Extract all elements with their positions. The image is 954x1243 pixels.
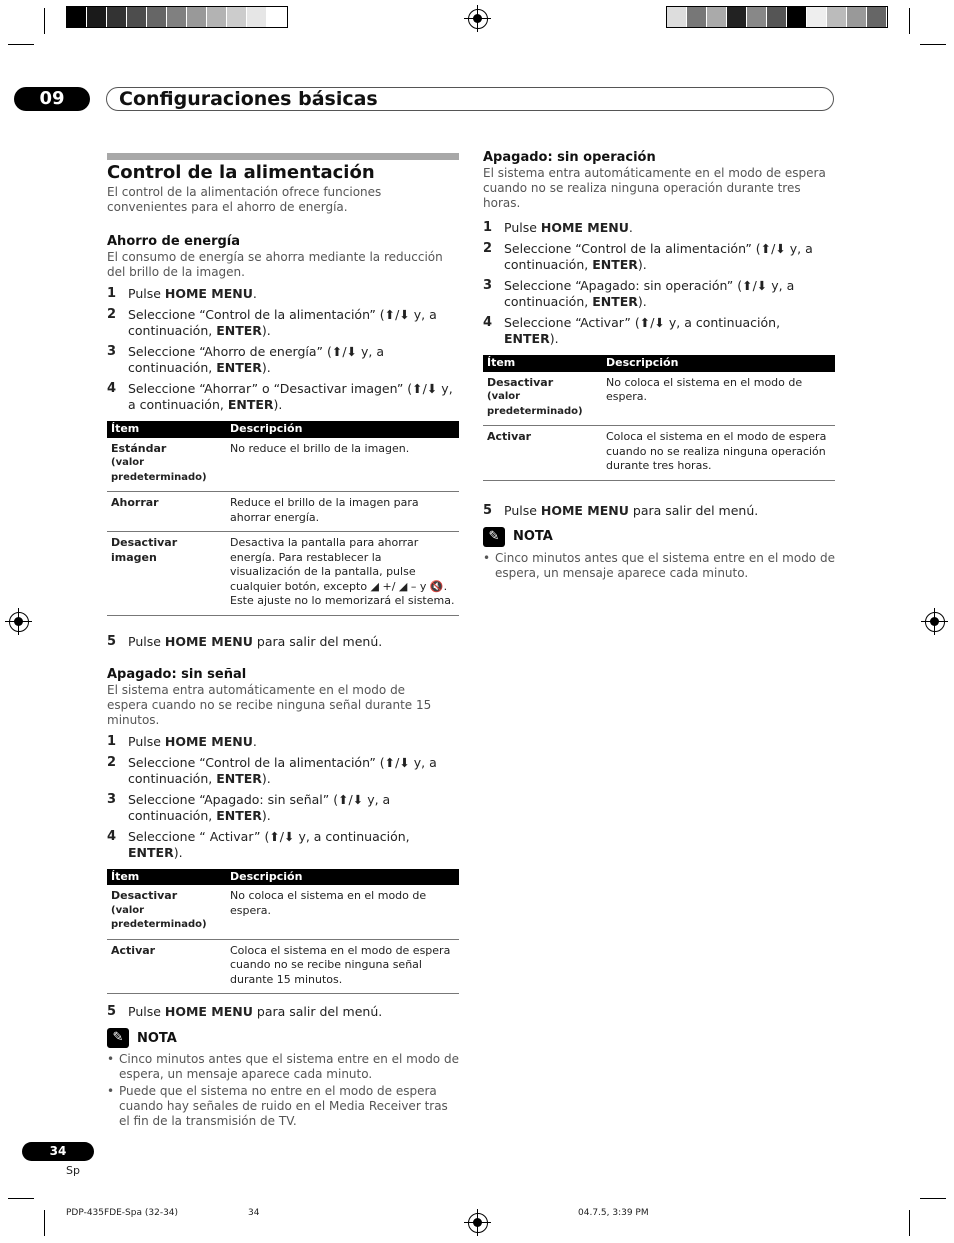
table-item-cell (483, 372, 602, 426)
step-key: ENTER (216, 770, 262, 786)
step-number: 1 (107, 733, 117, 749)
step-text-end: . (252, 733, 257, 749)
crop-mark-tl-v (44, 8, 45, 34)
step-text-end: para salir del menú. (252, 633, 383, 649)
step-number: 4 (483, 315, 493, 330)
color-swatch (807, 7, 827, 27)
table-row (483, 372, 835, 426)
color-swatch-strip-right (666, 6, 888, 28)
step-text: Pulse (128, 633, 165, 649)
step-number: 3 (107, 344, 117, 359)
page-language: Sp (66, 1164, 80, 1177)
crop-mark-bl-h (8, 1198, 34, 1199)
step-key: HOME MENU (164, 633, 253, 649)
registration-mark-left-icon (9, 612, 29, 632)
nota-item: • Cinco minutos antes que el sistema entre en el modo de espera, un mensaje aparece cada minuto. (483, 551, 835, 581)
step-text: Seleccione “Control de la alimentación” (⬆/⬇ y, a continuación, (128, 307, 437, 338)
table-header-cell: Descripción (226, 869, 459, 886)
step-item (107, 755, 459, 787)
pencil-note-icon: ✎ (483, 527, 505, 547)
step5-ahorro (107, 634, 459, 650)
step-number: 3 (483, 278, 493, 293)
step-text: Seleccione “Activar” (⬆/⬇ y, a continuación, (504, 315, 781, 330)
subsection-title-ahorro: Ahorro de energía (107, 234, 241, 249)
step-text: Seleccione “Ahorrar” o “Desactivar imagen” (⬆/⬇ y, a continuación, (128, 381, 453, 412)
color-swatch (767, 7, 787, 27)
crop-mark-br-h (920, 1198, 946, 1199)
item-name: Desactivar (487, 375, 554, 389)
step-text: Pulse (504, 502, 541, 518)
crop-mark-br-v (909, 1210, 910, 1236)
chapter-number-badge: 09 (14, 87, 90, 111)
step5-senal (107, 1004, 459, 1020)
step-text-end: ). (261, 323, 271, 338)
step-item (483, 503, 835, 519)
step-key: ENTER (592, 257, 638, 272)
step-item (107, 286, 459, 302)
step-item (107, 792, 459, 824)
color-swatch (727, 7, 747, 27)
table-item-cell (107, 939, 226, 994)
step5-operacion (483, 503, 835, 519)
step-item (107, 634, 459, 650)
table-item-cell (107, 492, 226, 532)
table-desc-cell: Reduce el brillo de la imagen para ahorrar energía. (226, 492, 459, 532)
nota-header-right (483, 527, 835, 547)
table-desc-cell: Coloca el sistema en el modo de espera cuando no se realiza ninguna operación durante tres horas. (602, 426, 835, 481)
step-text-end: ). (637, 294, 647, 309)
table-desc-cell: Coloca el sistema en el modo de espera cuando no se recibe ninguna señal durante 15 minutos. (226, 939, 459, 994)
step-number: 5 (107, 1004, 117, 1019)
item-name: Activar (487, 430, 532, 443)
step-text-end: ). (261, 807, 271, 823)
step-key: HOME MENU (540, 502, 629, 518)
step-number: 4 (107, 828, 117, 844)
step-item (107, 829, 459, 861)
footer-page-ref: 34 (248, 1208, 260, 1218)
step-text-end: ). (273, 397, 283, 412)
step-key: ENTER (216, 807, 262, 823)
steps-senal (107, 734, 459, 861)
table-item-cell (107, 438, 226, 492)
step-key: ENTER (504, 331, 550, 346)
item-name: Desactivar (111, 889, 178, 902)
color-swatch (847, 7, 867, 27)
step-key: ENTER (128, 844, 174, 860)
step-text: Seleccione “Control de la alimentación” (⬆/⬇ y, a continuación, (128, 754, 437, 786)
step-number: 2 (107, 307, 117, 322)
pencil-note-icon: ✎ (107, 1028, 129, 1048)
step-text: Seleccione “Apagado: sin operación” (⬆/⬇ y, a continuación, (504, 278, 795, 309)
step-key: HOME MENU (540, 220, 629, 235)
nota-item: • Cinco minutos antes que el sistema entre en el modo de espera, un mensaje aparece cada minuto. (107, 1052, 459, 1082)
table-row (107, 939, 459, 994)
step-item (107, 734, 459, 750)
table-header-cell: Ítem (107, 421, 226, 438)
step-text-end: para salir del menú. (628, 502, 759, 518)
page-number-badge: 34 (22, 1142, 94, 1161)
color-swatch (707, 7, 727, 27)
step-text-end: ). (261, 770, 271, 786)
item-default-note: (valor predeterminado) (111, 457, 207, 483)
table-senal (107, 869, 459, 995)
step-key: HOME MENU (164, 733, 253, 749)
step-key: ENTER (227, 397, 274, 412)
table-desc-cell: No coloca el sistema en el modo de espera. (602, 372, 835, 426)
footer-file-ref: PDP-435FDE-Spa (32-34) (66, 1208, 179, 1218)
section-intro: El control de la alimentación ofrece funciones convenientes para el ahorro de energía. (107, 185, 382, 214)
nota-list-left (107, 1052, 459, 1129)
color-swatch (167, 7, 187, 27)
step-number: 2 (483, 241, 493, 256)
color-swatch (147, 7, 167, 27)
chapter-title: Configuraciones básicas (119, 88, 378, 110)
nota-item: • Puede que el sistema no entre en el modo de espera cuando hay señales de ruido en el Media Receiver tras el fin de la transmisión de TV. (107, 1084, 459, 1129)
table-item-cell (107, 532, 226, 616)
nota-header-left (107, 1028, 459, 1048)
registration-mark-top-icon (468, 9, 488, 29)
step-text: Seleccione “Ahorro de energía” (⬆/⬇ y, a continuación, (128, 344, 384, 375)
color-swatch (127, 7, 147, 27)
color-swatch (267, 7, 287, 27)
section-title: Control de la alimentación (107, 162, 375, 183)
step-item (483, 278, 835, 310)
step-text: Seleccione “Apagado: sin señal” (⬆/⬇ y, a continuación, (128, 791, 391, 823)
subsection-title-operacion: Apagado: sin operación (483, 150, 656, 165)
step-key: HOME MENU (164, 1004, 253, 1019)
step-text-end: ). (173, 844, 183, 860)
table-desc-cell: Desactiva la pantalla para ahorrar energía. Para restablecer la visualización de la pantalla, pulse cualquier botón, excepto ◢ +/ ◢ – y 🔇. Este ajuste no lo memorizará el sistema. (226, 532, 459, 616)
table-row (107, 438, 459, 492)
subsection-desc-ahorro: El consumo de energía se ahorra mediante la reducción del brillo de la imagen. (107, 250, 443, 279)
table-header-row (483, 355, 835, 372)
table-header-row (107, 869, 459, 886)
color-swatch (667, 7, 687, 27)
step-item (107, 344, 459, 376)
step-number: 2 (107, 754, 117, 770)
table-desc-cell: No reduce el brillo de la imagen. (226, 438, 459, 492)
color-swatch (207, 7, 227, 27)
step-text: Seleccione “Control de la alimentación” (⬆/⬇ y, a continuación, (504, 241, 813, 272)
steps-operacion (483, 220, 835, 347)
color-swatch (747, 7, 767, 27)
table-row (107, 532, 459, 616)
table-header-cell: Descripción (602, 355, 835, 372)
table-header-row (107, 421, 459, 438)
color-swatch (787, 7, 807, 27)
color-swatch (247, 7, 267, 27)
step-item (107, 381, 459, 413)
step-number: 1 (483, 220, 493, 235)
left-column (107, 153, 459, 1131)
color-swatch (107, 7, 127, 27)
crop-mark-tr-v (909, 8, 910, 34)
color-swatch-strip-left (66, 6, 288, 28)
step-item (107, 1004, 459, 1020)
item-name: Estándar (111, 441, 167, 455)
step-number: 5 (483, 502, 493, 518)
step-number: 1 (107, 286, 117, 301)
color-swatch (67, 7, 87, 27)
step-text: Pulse (504, 220, 541, 235)
table-operacion (483, 355, 835, 481)
item-name: Ahorrar (111, 496, 159, 509)
table-header-cell: Ítem (483, 355, 602, 372)
nota-title-right: NOTA (513, 529, 553, 544)
color-swatch (227, 7, 247, 27)
step-text-end: ). (637, 257, 647, 272)
crop-mark-tr-h (920, 44, 946, 45)
item-name: Desactivar imagen (111, 536, 178, 564)
table-header-cell: Descripción (226, 421, 459, 438)
subsection-title-senal: Apagado: sin señal (107, 666, 247, 682)
step-item (483, 315, 835, 347)
color-swatch (827, 7, 847, 27)
registration-mark-bottom-icon (468, 1213, 488, 1233)
step-text-end: para salir del menú. (252, 1004, 383, 1019)
step-number: 4 (107, 381, 117, 396)
step-text-end: . (252, 286, 257, 301)
table-row (107, 885, 459, 939)
table-item-cell (483, 426, 602, 481)
step-text-end: . (628, 220, 633, 235)
color-swatch (87, 7, 107, 27)
steps-ahorro (107, 286, 459, 413)
step-item (483, 220, 835, 236)
subsection-desc-operacion: El sistema entra automáticamente en el modo de espera cuando no se realiza ninguna operación durante tres horas. (483, 166, 826, 210)
section-title-rule (107, 153, 459, 160)
nota-list-right (483, 551, 835, 581)
table-item-cell (107, 885, 226, 939)
step-text: Pulse (128, 733, 165, 749)
table-header-cell: Ítem (107, 869, 226, 886)
item-name: Activar (111, 943, 156, 957)
crop-mark-tl-h (8, 44, 34, 45)
step-text-end: ). (549, 331, 559, 346)
step-key: ENTER (216, 360, 262, 375)
color-swatch (187, 7, 207, 27)
table-row (483, 426, 835, 481)
item-default-note: (valor predeterminado) (487, 391, 583, 417)
item-default-note: (valor predeterminado) (111, 904, 207, 930)
step-text: Pulse (128, 286, 165, 301)
step-number: 3 (107, 791, 117, 807)
right-column (483, 150, 835, 583)
step-text-end: ). (261, 360, 271, 375)
step-key: ENTER (592, 294, 638, 309)
crop-mark-bl-v (44, 1210, 45, 1236)
table-row (107, 492, 459, 532)
step-text: Pulse (128, 1004, 165, 1019)
color-swatch (867, 7, 887, 27)
step-key: HOME MENU (164, 286, 253, 301)
table-ahorro (107, 421, 459, 616)
step-number: 5 (107, 633, 117, 649)
color-swatch (687, 7, 707, 27)
registration-mark-right-icon (925, 612, 945, 632)
chapter-title-bar (106, 87, 834, 111)
step-text: Seleccione “ Activar” (⬆/⬇ y, a continuación, (128, 828, 410, 844)
footer-timestamp: 04.7.5, 3:39 PM (578, 1208, 649, 1218)
step-item (107, 307, 459, 339)
nota-title-left: NOTA (137, 1030, 177, 1046)
step-item (483, 241, 835, 273)
table-desc-cell: No coloca el sistema en el modo de espera. (226, 885, 459, 939)
step-key: ENTER (216, 323, 262, 338)
subsection-desc-senal: El sistema entra automáticamente en el modo de espera cuando no se recibe ninguna señal durante 15 minutos. (107, 682, 432, 727)
